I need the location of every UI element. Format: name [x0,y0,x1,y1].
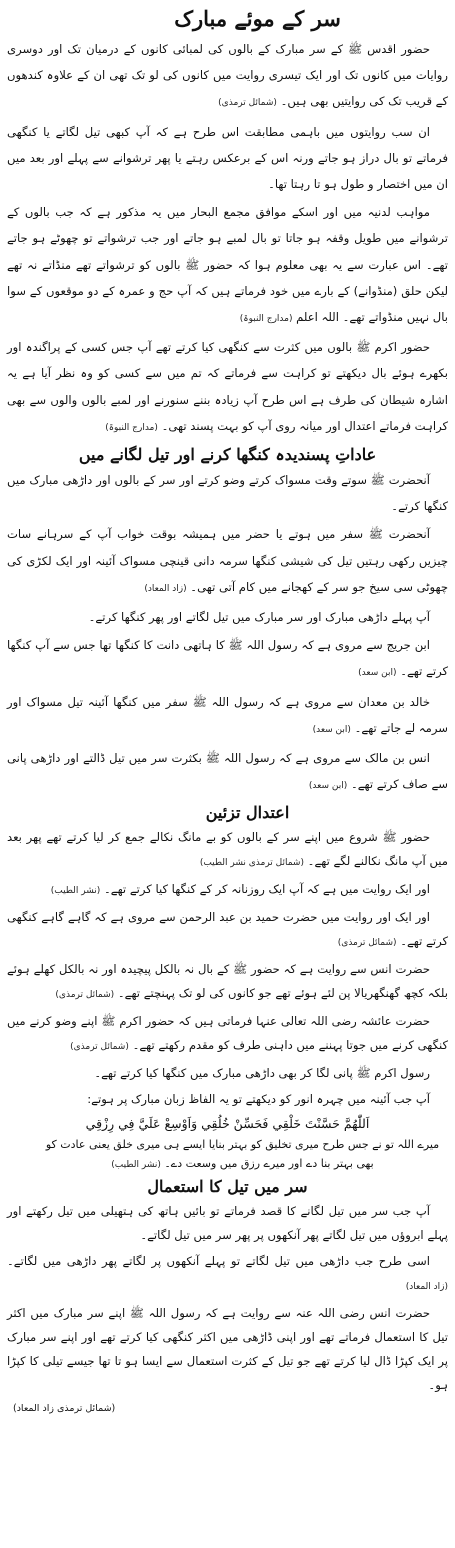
citation: (نشر الطیب) [50,886,101,897]
paragraph-text: اور ایک روایت میں ہے کہ آپ ایک روزنانہ کر کے کنگھا کیا کرتے تھے۔ [103,882,430,897]
paragraph [7,689,448,743]
paragraph [7,1009,448,1059]
section-heading: سر میں تیل کا استعمال [147,1177,308,1197]
paragraph-text: آنحضرت ﷺ سفر میں ہوتے یا حضر میں ہمیشہ بوقت خواب آپ کے سرہانے سات چیزیں رکھی رہتیں تیل کی شیشی کنگھا سرمہ دانی قینچی مسواک آئینہ اور ایک لکڑی کی چھوٹی سی سیخ جو سر کے کھجانے میں کام آتی تھی۔ [7,527,448,594]
paragraph-text: حضرت انس رضی اللہ عنہ سے روایت ہے کہ رسول اللہ ﷺ اپنے سر مبارک میں اکثر تیل کا استعمال فرماتے تھے اور اپنی ڈاڑھی میں اکثر کنگھی کیا کرتے تھے اور اپنے سر مبارک پر ایک کپڑا ڈال لیا کرتے تھے جو تیل کے کثرت استعمال سے ایسا ہو تا تھا جیسے تیلی کا کپڑا ہو۔ [7,1306,448,1393]
citation: (شمائل ترمذی) [337,938,397,949]
paragraph [7,1301,448,1397]
paragraph [7,1249,448,1299]
paragraph [7,632,448,686]
paragraph-text: خالد بن معدان سے مروی ہے کہ رسول اللہ ﷺ سفر میں کنگھا آئینہ تیل مسواک اور سرمہ لے جاتے تھے۔ [7,694,448,735]
dua-translation-text: میرے اللہ تو نے جس طرح میری تخلیق کو بہتر بنایا ایسے ہی میری خلق یعنی عادت کو بھی بہتر بنا دے اور میرے رزق میں وسعت دے۔ [45,1138,440,1171]
paragraph-text: آپ جب سر میں تیل لگانے کا قصد فرماتے تو بائیں ہاتھ کی ہتھیلی میں تیل رکھتے اور پہلے ابروؤں میں تیل لگاتے پھر آنکھوں پر پھر سر میں تیل لگاتے۔ [7,1204,448,1243]
citation: (شمائل ترمذی) [55,990,115,1001]
section-heading: عاداتِ پسندیدہ کنگھا کرنے اور تیل لگانے میں [78,445,377,465]
paragraph [7,467,448,519]
paragraph-text: ابن جریج سے مروی ہے کہ رسول اللہ ﷺ کا ہاتھی دانت کا کنگھا تھا جس سے آپ کنگھا کرتے تھے۔ [7,638,448,679]
paragraph [7,36,448,117]
paragraph-text: اور ایک اور روایت میں حضرت حمید بن عبد الرحمن سے مروی ہے کہ گاہے گاہے کنگھی کرتے تھے۔ [7,910,448,949]
paragraph-text: اسی طرح جب داڑھی میں تیل لگاتے تو پہلے آنکھوں پر لگاتے پھر داڑھی میں لگاتے۔ [7,1254,430,1269]
dua-translation [7,1135,448,1175]
paragraph-text: آپ جب آئینہ میں چہرہ انور کو دیکھتے تو یہ الفاظ زبان مبارک پر ہوتے: [87,1092,430,1107]
paragraph [7,604,448,630]
paragraph-text: حضور اقدس ﷺ کے سر مبارک کے بالوں کی لمبائی کانوں کے درمیان تک اور دوسری روایات میں کانوں تک اور ایک تیسری روایت میں کانوں کی لو تک تھی ان کے علاوہ کندھوں کے قریب تک کی روایتیں بھی ہیں۔ [7,42,448,109]
citation: (مدارج النبوۃ) [239,314,293,325]
paragraph-text: آنحضرت ﷺ سوتے وقت مسواک کرتے وضو کرتے اور سر کے بالوں اور داڑھی مبارک میں کنگھا کرتے۔ [7,473,448,514]
paragraph [7,905,448,955]
paragraph [7,1199,448,1247]
paragraph-text: انس بن مالک سے مروی ہے کہ رسول اللہ ﷺ بکثرت سر میں تیل ڈالتے اور داڑھی پانی سے صاف کرتے تھے۔ [7,751,448,792]
citation: (شمائل ترمذی زاد المعاد) [13,1403,116,1415]
paragraph [7,1087,448,1111]
paragraph-text: حضور ﷺ شروع میں اپنے سر کے بالوں کو بے مانگ نکالے جمع کر لیا کرتے تھے پھر بعد میں آپ مانگ نکالنے لگے تھے۔ [7,830,448,869]
paragraph-text: حضرت انس سے روایت ہے کہ حضور ﷺ کے بال نہ بالکل پیچیدہ اور نہ بالکل کھلے ہوئے بلکہ کچھ گھنگھریالا پن لئے ہوئے تھے جو کانوں کی لو تک پہنچتے تھے۔ [7,962,448,1001]
citation: (ابن سعد) [308,781,348,792]
paragraph [7,334,448,441]
citation: (شمائل ترمذی نشر الطیب) [199,858,304,869]
paragraph-text: حضور اکرم ﷺ بالوں میں کثرت سے کنگھی کیا کرتے تھے آپ جس کسی کے پراگندہ اور بکھرے ہوئے بال دیکھتے تو کراہت سے فرماتے کہ تم میں سے کسی کو وہ نظر آیا ہے یہ اشارہ شیطان کی طرف ہے اس طرح آپ زیادہ بننے سنورنے اور لمبے بالوں والوں سے بھی کراہت فرماتے اعتدال اور میانہ روی آپ کو بہت پسند تھی۔ [7,340,448,433]
paragraph [7,199,448,332]
citation: (زاد المعاد) [144,583,187,594]
paragraph-text: حضرت عائشہ رضی اللہ تعالی عنہا فرماتی ہیں کہ حضور اکرم ﷺ اپنے وضو کرنے میں کنگھی کرنے میں جوتا پہننے میں داہنی طرف کو مقدم رکھتے تھے۔ [7,1014,448,1053]
citation: (مدارج النبوۃ) [105,422,158,433]
paragraph [7,825,448,875]
paragraph [7,119,448,198]
section-heading: اعتدال تزئین [205,803,290,823]
paragraph-text: ان سب روایتوں میں باہمی مطابقت اس طرح ہے کہ آپ کبھی تیل لگاتے یا کنگھی فرماتے تو بال دراز ہو جاتے ورنہ اس کے برعکس رہتے یا پھر ترشوانے سے پہلے اور بعد میں ان میں اختصار و طول ہو تا رہتا تھا۔ [7,124,448,192]
paragraph [7,877,448,903]
paragraph [7,1061,448,1085]
paragraph-text: آپ پہلے داڑھی مبارک اور سر مبارک میں تیل لگاتے اور پھر کنگھا کرتے۔ [88,610,430,625]
citation: (شمائل ترمذی) [218,98,277,109]
citation: (نشر الطیب) [111,1160,161,1171]
paragraph-text: مواہب لدنیہ میں اور اسکے موافق مجمع البحار میں یہ مذکور ہے کہ جب بالوں کے ترشوانے میں طویل وقفہ ہو جاتا تو بال لمبے ہو جاتے اور جب ترشواتے تو چھوٹے ہو جاتے تھے۔ اس عبارت سے یہ بھی معلوم ہوا کہ حضور ﷺ بالوں کو ترشواتے تھے منڈاتے نہ تھے لیکن حلق (منڈوانے) کے بارے میں خود فرماتے ہیں کہ آپ حج و عمرہ کے دو موقعوں کے سوا بال نہیں منڈواتے تھے۔ اللہ اعلم [7,205,448,325]
paragraph-text: رسول اکرم ﷺ پانی لگا کر بھی داڑھی مبارک میں کنگھا کیا کرتے تھے۔ [94,1066,430,1081]
dua-arabic: اَللّٰهُمَّ حَسَّنْتَ خَلْقِي فَحَسِّنْ خُلُقِي وَاَوْسِعْ عَلَيَّ فِي رِزْقِي [85,1116,370,1132]
citation: (ابن سعد) [358,668,397,679]
paragraph [7,957,448,1007]
citation: (ابن سعد) [312,724,351,735]
citation: (زاد المعاد) [405,1282,448,1293]
paragraph [7,745,448,799]
page-title: سر کے موئے مبارک [174,6,341,31]
citation: (شمائل ترمذی) [70,1042,129,1053]
paragraph [7,521,448,602]
